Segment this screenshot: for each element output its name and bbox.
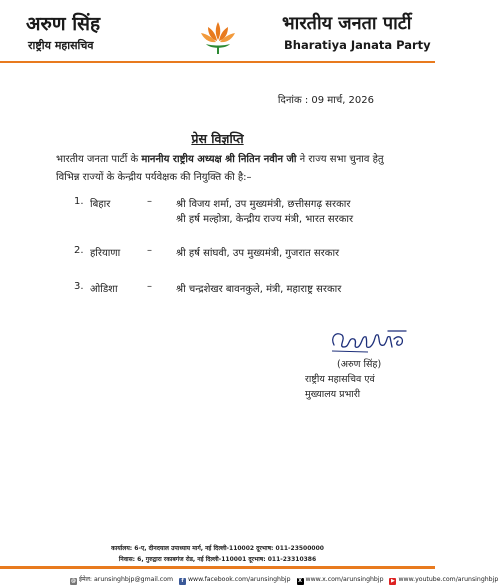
footer-x[interactable]: www.x.com/arunsinghbjp	[305, 576, 384, 583]
handwritten-signature	[328, 325, 410, 359]
footer-office-address: कार्यालय: 6-ए, दीनदयाल उपाध्याय मार्ग, नई दिल्ली-110002 दूरभाष: 011-23500000	[111, 545, 324, 552]
appointment-state: हरियाणा	[90, 248, 121, 259]
document-title-text: प्रेस विज्ञप्ति	[191, 131, 244, 146]
footer-youtube[interactable]: www.youtube.com/arunsinghbjp	[398, 576, 498, 583]
intro-paragraph	[56, 151, 386, 187]
intro-part1: भारतीय जनता पार्टी के	[56, 154, 142, 165]
facebook-icon: f	[179, 578, 186, 585]
bjp-lotus-logo-icon	[198, 18, 238, 58]
appointment-line: श्री चन्द्रशेखर बावनकुले, मंत्री, महाराष्ट्र सरकार	[176, 284, 342, 295]
intro-part2: ने राज्य सभा चुनाव हेतु विभिन्न राज्यों के केन्द्रीय पर्यवेक्षक की नियुक्ति की है:–	[56, 154, 384, 183]
appointment-state: बिहार	[90, 199, 111, 210]
intro-bold: माननीय राष्ट्रीय अध्यक्ष श्री नितिन नवीन जी	[141, 154, 297, 165]
appointment-dash: –	[147, 281, 152, 292]
appointment-dash: –	[147, 196, 152, 207]
appointment-number: 1.	[74, 196, 84, 207]
appointment-number: 3.	[74, 281, 84, 292]
document-title	[0, 130, 435, 147]
email-icon: @	[71, 578, 76, 584]
x-icon: X	[298, 578, 302, 584]
appointment-line: श्री हर्ष मल्होत्रा, केन्द्रीय राज्य मंत्री, भारत सरकार	[176, 214, 354, 225]
appointment-line: श्री विजय शर्मा, उप मुख्यमंत्री, छत्तीसगढ़ सरकार	[176, 199, 351, 210]
header-divider	[0, 61, 435, 63]
author-name: अरुण सिंह	[26, 13, 101, 35]
signatory-role-2: मुख्यालय प्रभारी	[305, 389, 361, 400]
appointment-number: 2.	[74, 245, 84, 256]
appointment-state: ओडिशा	[90, 284, 118, 295]
appointment-dash: –	[147, 245, 152, 256]
document-date: दिनांक : 09 मार्च, 2026	[277, 95, 374, 106]
signatory-name: (अरुण सिंह)	[337, 359, 382, 370]
footer-divider	[0, 566, 435, 569]
party-name-hindi: भारतीय जनता पार्टी	[282, 13, 412, 34]
footer-residence-address: निवास: 6, गुरुद्वारा रकाबगंज रोड, नई दिल्ली-110001 दूरभाष: 011-23310386	[118, 556, 317, 563]
author-role: राष्ट्रीय महासचिव	[28, 39, 94, 52]
footer-email[interactable]: ईमेल: arunsinghbjp@gmail.com	[79, 576, 174, 583]
footer-facebook[interactable]: www.facebook.com/arunsinghbjp	[187, 576, 291, 583]
appointment-line: श्री हर्ष सांघवी, उप मुख्यमंत्री, गुजरात सरकार	[176, 248, 340, 259]
footer-contact-line	[70, 574, 498, 585]
party-name-english: Bharatiya Janata Party	[284, 38, 431, 52]
signatory-role: राष्ट्रीय महासचिव एवं	[305, 374, 375, 385]
youtube-icon: ▶	[391, 578, 395, 584]
